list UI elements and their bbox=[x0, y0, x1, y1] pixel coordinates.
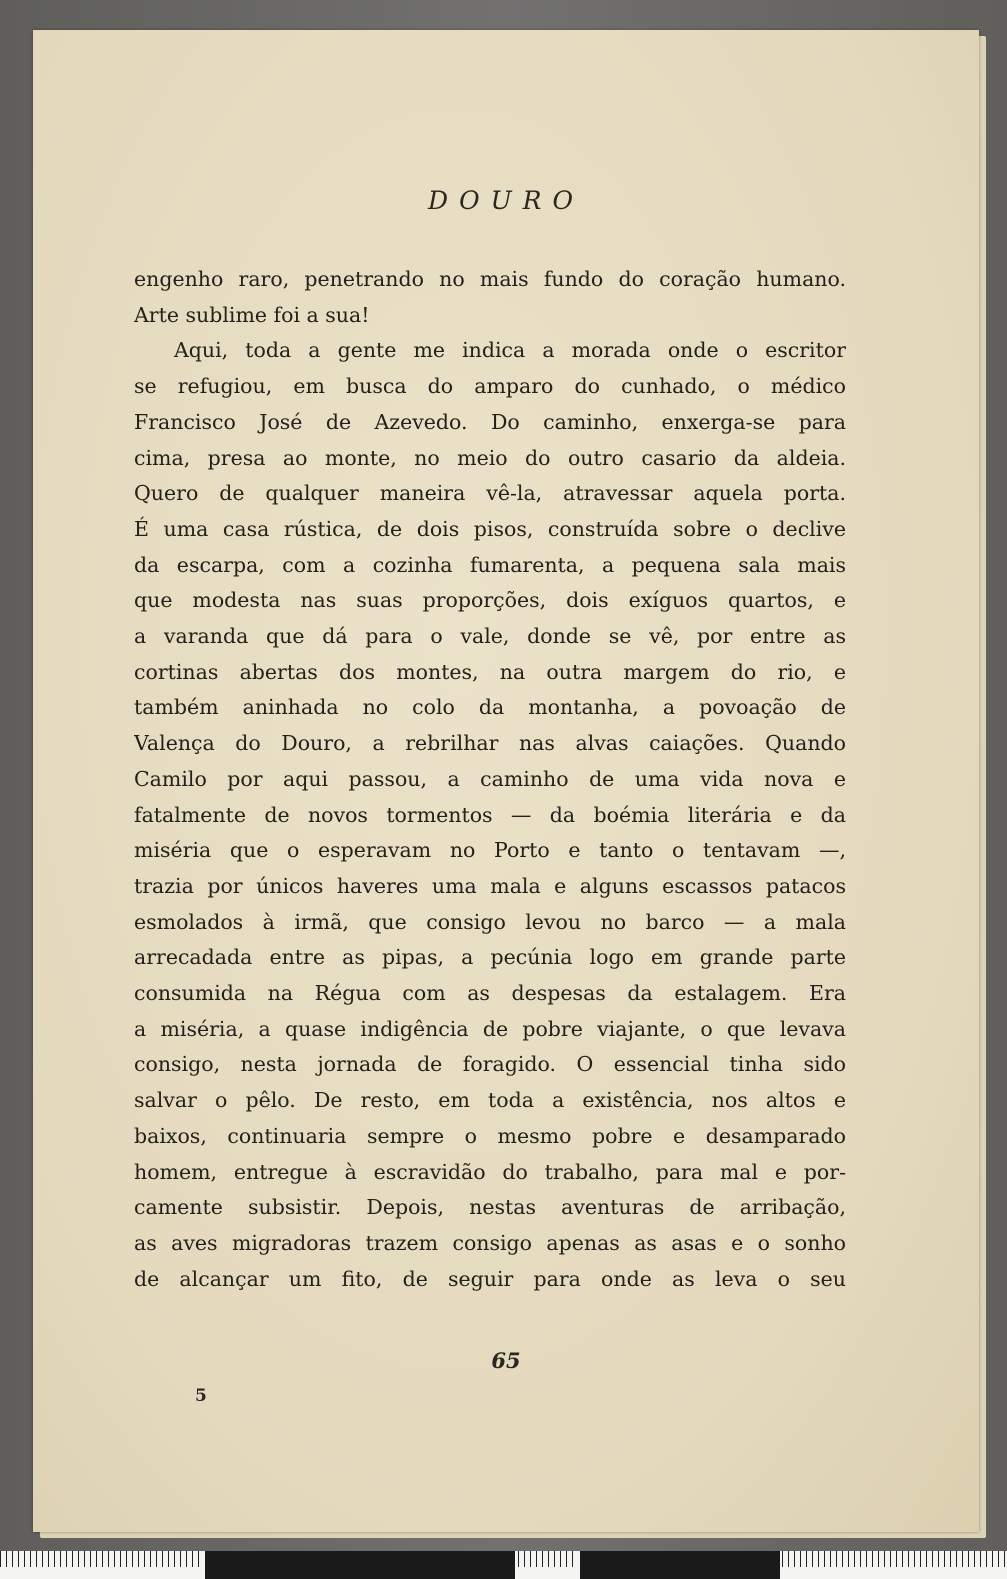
text-line: da escarpa, com a cozinha fumarenta, a pequena sala mais bbox=[134, 552, 846, 577]
body-text bbox=[134, 262, 846, 1297]
text-line: a varanda que dá para o vale, donde se vê, por entre as bbox=[134, 624, 846, 649]
ruler-ticks bbox=[782, 1551, 1007, 1567]
text-line: Camilo por aqui passou, a caminho de uma vida nova e bbox=[134, 766, 846, 791]
text-line: Aqui, toda a gente me indica a morada onde o escritor bbox=[174, 338, 846, 363]
text-line: se refugiou, em busca do amparo do cunhado, o médico bbox=[134, 374, 846, 399]
running-head: DOURO bbox=[428, 186, 584, 215]
text-line: É uma casa rústica, de dois pisos, construída sobre o declive bbox=[134, 516, 846, 541]
text-line: arrecadada entre as pipas, a pecúnia logo em grande parte bbox=[134, 945, 846, 970]
text-line: engenho raro, penetrando no mais fundo do coração humano. bbox=[134, 267, 846, 291]
text-line: baixos, continuaria sempre o mesmo pobre e desamparado bbox=[134, 1123, 846, 1148]
text-line: as aves migradoras trazem consigo apenas as asas e o sonho bbox=[134, 1230, 846, 1255]
text-line: consumida na Régua com as despesas da estalagem. Era bbox=[134, 981, 846, 1006]
text-line: Francisco José de Azevedo. Do caminho, enxerga-se para bbox=[134, 409, 846, 434]
text-line: trazia por únicos haveres uma mala e alguns escassos patacos bbox=[134, 873, 846, 898]
text-line: consigo, nesta jornada de foragido. O essencial tinha sido bbox=[134, 1052, 846, 1077]
text-line: fatalmente de novos tormentos — da boémia literária e da bbox=[134, 802, 846, 827]
text-line: que modesta nas suas proporções, dois exíguos quartos, e bbox=[134, 588, 846, 613]
page-number: 65 bbox=[491, 1348, 521, 1373]
text-line: cortinas abertas dos montes, na outra margem do rio, e bbox=[134, 659, 846, 684]
text-line: camente subsistir. Depois, nestas aventuras de arribação, bbox=[134, 1195, 846, 1220]
ruler-ticks bbox=[0, 1551, 200, 1567]
ruler-black-segment bbox=[205, 1551, 515, 1579]
book-page bbox=[33, 30, 979, 1532]
text-line: salvar o pêlo. De resto, em toda a existência, nos altos e bbox=[134, 1088, 846, 1113]
text-line: Quero de qualquer maneira vê-la, atravessar aquela porta. bbox=[134, 481, 846, 506]
signature-mark: 5 bbox=[195, 1386, 207, 1406]
text-line: também aninhada no colo da montanha, a povoação de bbox=[134, 695, 846, 720]
scan-ruler bbox=[0, 1551, 1007, 1579]
text-line: Arte sublime foi a sua! bbox=[134, 302, 370, 327]
ruler-ticks bbox=[518, 1551, 578, 1567]
text-line: a miséria, a quase indigência de pobre viajante, o que levava bbox=[134, 1016, 846, 1041]
text-line: cima, presa ao monte, no meio do outro casario da aldeia. bbox=[134, 445, 846, 470]
ruler-black-segment bbox=[580, 1551, 780, 1579]
text-line: homem, entregue à escravidão do trabalho, para mal e por- bbox=[134, 1159, 846, 1184]
text-line: miséria que o esperavam no Porto e tanto o tentavam —, bbox=[134, 838, 846, 863]
text-line: esmolados à irmã, que consigo levou no barco — a mala bbox=[134, 909, 846, 934]
text-line: Valença do Douro, a rebrilhar nas alvas caiações. Quando bbox=[134, 731, 846, 756]
text-line: de alcançar um fito, de seguir para onde as leva o seu bbox=[134, 1266, 846, 1291]
